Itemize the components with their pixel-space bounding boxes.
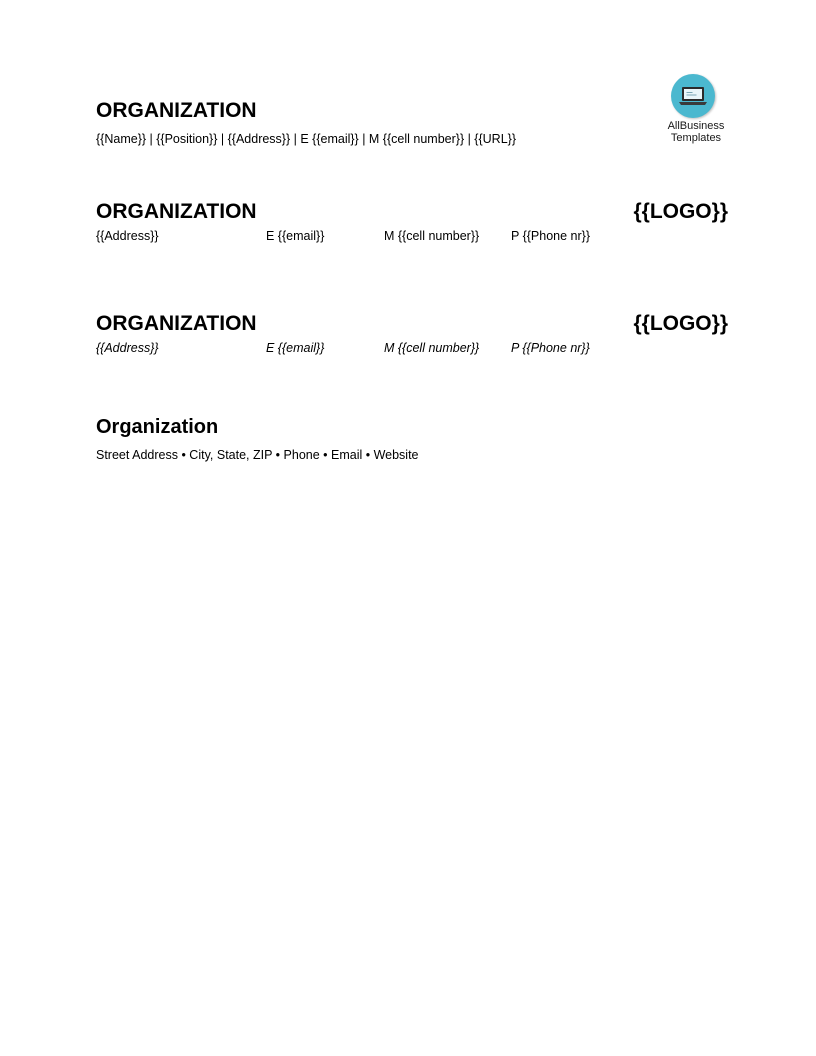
header3-email: E {{email}} — [266, 341, 325, 355]
header3-mobile: M {{cell number}} — [384, 341, 480, 355]
header2-email: E {{email}} — [266, 229, 325, 243]
header4-contact-line: Street Address • City, State, ZIP • Phone • Email • Website — [96, 448, 419, 462]
header3-logo-placeholder: {{LOGO}} — [633, 312, 728, 335]
laptop-icon — [671, 74, 715, 118]
header2-logo-placeholder: {{LOGO}} — [633, 200, 728, 223]
brand-name-line2: Templates — [670, 132, 722, 144]
brand-name-line1: AllBusiness — [667, 120, 725, 132]
brand-logo — [658, 74, 734, 148]
header2-address: {{Address}} — [96, 229, 159, 243]
header1-contact-line: {{Name}} | {{Position}} | {{Address}} | E {{email}} | M {{cell number}} | {{URL}} — [96, 132, 517, 146]
header3-phone: P {{Phone nr}} — [511, 341, 590, 355]
header3-address: {{Address}} — [96, 341, 159, 355]
header4-title: Organization — [96, 416, 219, 438]
header2-mobile: M {{cell number}} — [384, 229, 480, 243]
header2-title: ORGANIZATION — [96, 200, 257, 223]
header2-phone: P {{Phone nr}} — [511, 229, 591, 243]
header1-title: ORGANIZATION — [96, 99, 257, 122]
header3-title: ORGANIZATION — [96, 312, 257, 335]
